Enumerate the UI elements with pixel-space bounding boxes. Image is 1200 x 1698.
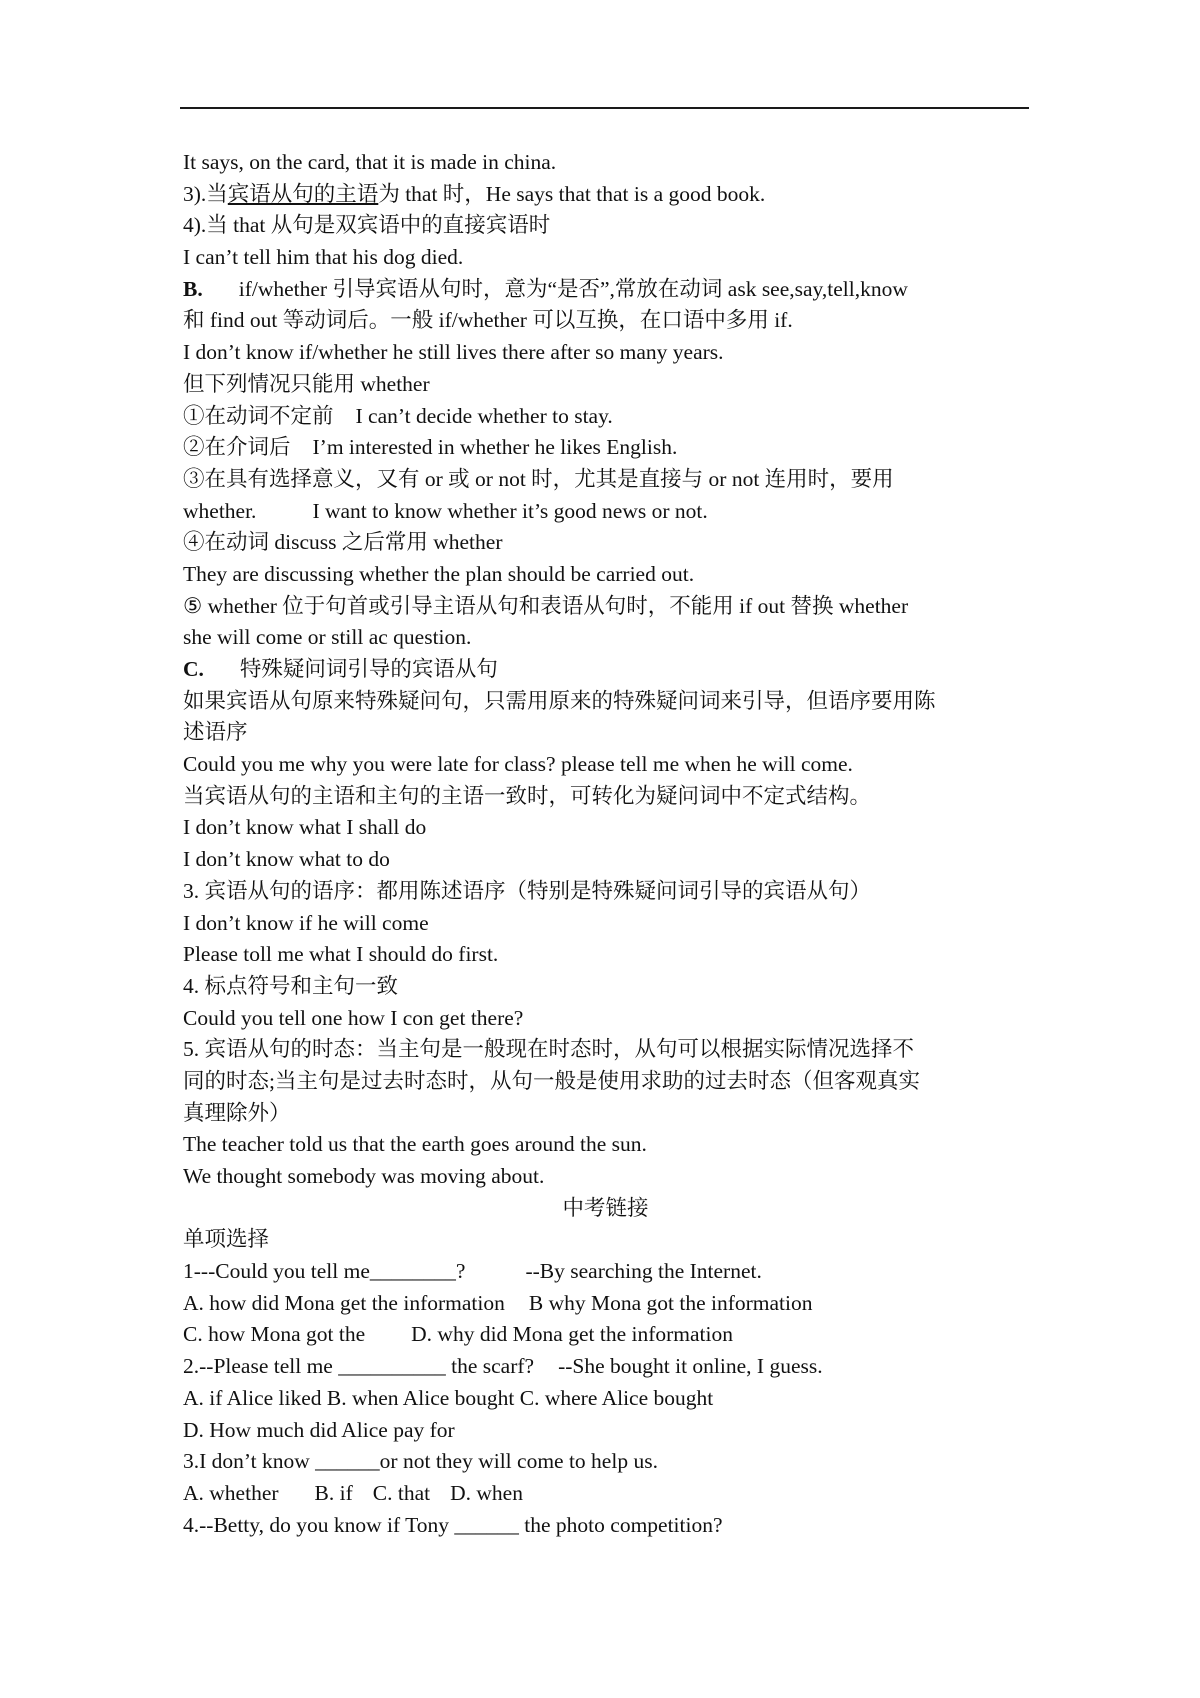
question-3: 3.I don’t know ______or not they will come to help us. [183, 1449, 658, 1474]
option-a: A. whether [183, 1480, 279, 1505]
document-body [183, 147, 1028, 1541]
text-line: 如果宾语从句原来特殊疑问句，只需用原来的特殊疑问词来引导，但语序要用陈 [183, 688, 936, 713]
option-d: D. why did Mona get the information [411, 1322, 734, 1347]
option-b: B. if [314, 1480, 353, 1505]
text-line: Could you tell one how I con get there? [183, 1005, 524, 1030]
text-line: I don’t know if/whether he still lives there after so many years. [183, 340, 724, 365]
text-line: 述语序 [183, 720, 248, 745]
text-line [183, 401, 1028, 433]
text-fragment: if/whether 引导宾语从句时，意为“是否”,常放在动词 ask see,say,tell,know [238, 276, 908, 301]
text-line: ④在动词 discuss 之后常用 whether [183, 530, 503, 555]
question-stem: 2.--Please tell me __________ the scarf? [183, 1354, 535, 1379]
question-2 [183, 1351, 1028, 1383]
text-line [183, 274, 1028, 306]
text-line: she will come or still ac question. [183, 625, 472, 650]
text-line: 5. 宾语从句的时态：当主句是一般现在时态时，从句可以根据实际情况选择不 [183, 1037, 915, 1062]
text-line: They are discussing whether the plan should be carried out. [183, 561, 695, 586]
option-a: A. how did Mona get the information [183, 1290, 505, 1315]
question-2-options: A. if Alice liked B. when Alice bought C. where Alice bought [183, 1385, 714, 1410]
example-sentence: I can’t decide whether to stay. [355, 403, 613, 428]
option-d: D. when [450, 1480, 523, 1505]
section-title: 中考链接 [562, 1195, 649, 1220]
text-line: 3. 宾语从句的语序：都用陈述语序（特别是特殊疑问词引导的宾语从句） [183, 878, 872, 903]
text-fragment: 为 that 时，He says that that is a good book. [378, 181, 766, 206]
option-b: B why Mona got the information [528, 1290, 813, 1315]
example-sentence: I’m interested in whether he likes English. [312, 435, 678, 460]
quiz-heading: 单项选择 [183, 1227, 270, 1252]
text-line [183, 496, 1028, 528]
question-answer: --By searching the Internet. [525, 1259, 762, 1284]
text-line: I don’t know what I shall do [183, 815, 427, 840]
question-stem: 1---Could you tell me________? [183, 1259, 466, 1284]
text-line: 同的时态;当主句是过去时态时，从句一般是使用求助的过去时态（但客观真实 [183, 1068, 920, 1093]
section-label: B. [183, 276, 203, 301]
text-fragment: ②在介词后 [183, 435, 291, 460]
underlined-term: 宾语从句的主语 [227, 181, 379, 206]
text-line: 当宾语从句的主语和主句的主语一致时，可转化为疑问词中不定式结构。 [183, 783, 872, 808]
text-line [183, 654, 1028, 686]
option-c: C. how Mona got the [183, 1322, 366, 1347]
question-2-options: D. How much did Alice pay for [183, 1417, 455, 1442]
text-line: 真理除外） [183, 1100, 291, 1125]
text-line: Please toll me what I should do first. [183, 942, 499, 967]
question-answer: --She bought it online, I guess. [558, 1354, 823, 1379]
question-1 [183, 1256, 1028, 1288]
text-line: ⑤ whether 位于句首或引导主语从句和表语从句时，不能用 if out 替换 whether [183, 593, 909, 618]
section-label: C. [183, 657, 204, 681]
text-line: I can’t tell him that his dog died. [183, 245, 464, 270]
text-line: 4. 标点符号和主句一致 [183, 973, 399, 998]
text-fragment: ①在动词不定前 [183, 403, 334, 428]
text-fragment: 3).当 [183, 181, 228, 206]
text-line: It says, on the card, that it is made in china. [183, 150, 557, 174]
header-rule [180, 107, 1029, 109]
text-line [183, 432, 1028, 464]
question-1-options [183, 1288, 1028, 1320]
question-1-options [183, 1319, 1028, 1351]
text-line [183, 179, 1028, 211]
text-line: The teacher told us that the earth goes around the sun. [183, 1132, 647, 1157]
text-fragment: whether. [183, 498, 257, 523]
text-fragment: 特殊疑问词引导的宾语从句 [239, 657, 498, 681]
text-line: 但下列情况只能用 whether [183, 371, 430, 396]
question-3-options [183, 1478, 1028, 1510]
option-c: C. that [372, 1480, 431, 1505]
question-4: 4.--Betty, do you know if Tony ______ the photo competition? [183, 1512, 723, 1537]
text-line: Could you me why you were late for class? please tell me when he will come. [183, 752, 853, 777]
text-line: ③在具有选择意义，又有 or 或 or not 时，尤其是直接与 or not 连用时，要用 [183, 466, 894, 491]
text-line: I don’t know if he will come [183, 910, 429, 935]
text-line: I don’t know what to do [183, 847, 390, 872]
text-line: We thought somebody was moving about. [183, 1164, 545, 1188]
text-line: 4).当 that 从句是双宾语中的直接宾语时 [183, 213, 551, 238]
text-line: 和 find out 等动词后。一般 if/whether 可以互换，在口语中多用 if. [183, 308, 793, 333]
example-sentence: I want to know whether it’s good news or not. [312, 498, 708, 523]
